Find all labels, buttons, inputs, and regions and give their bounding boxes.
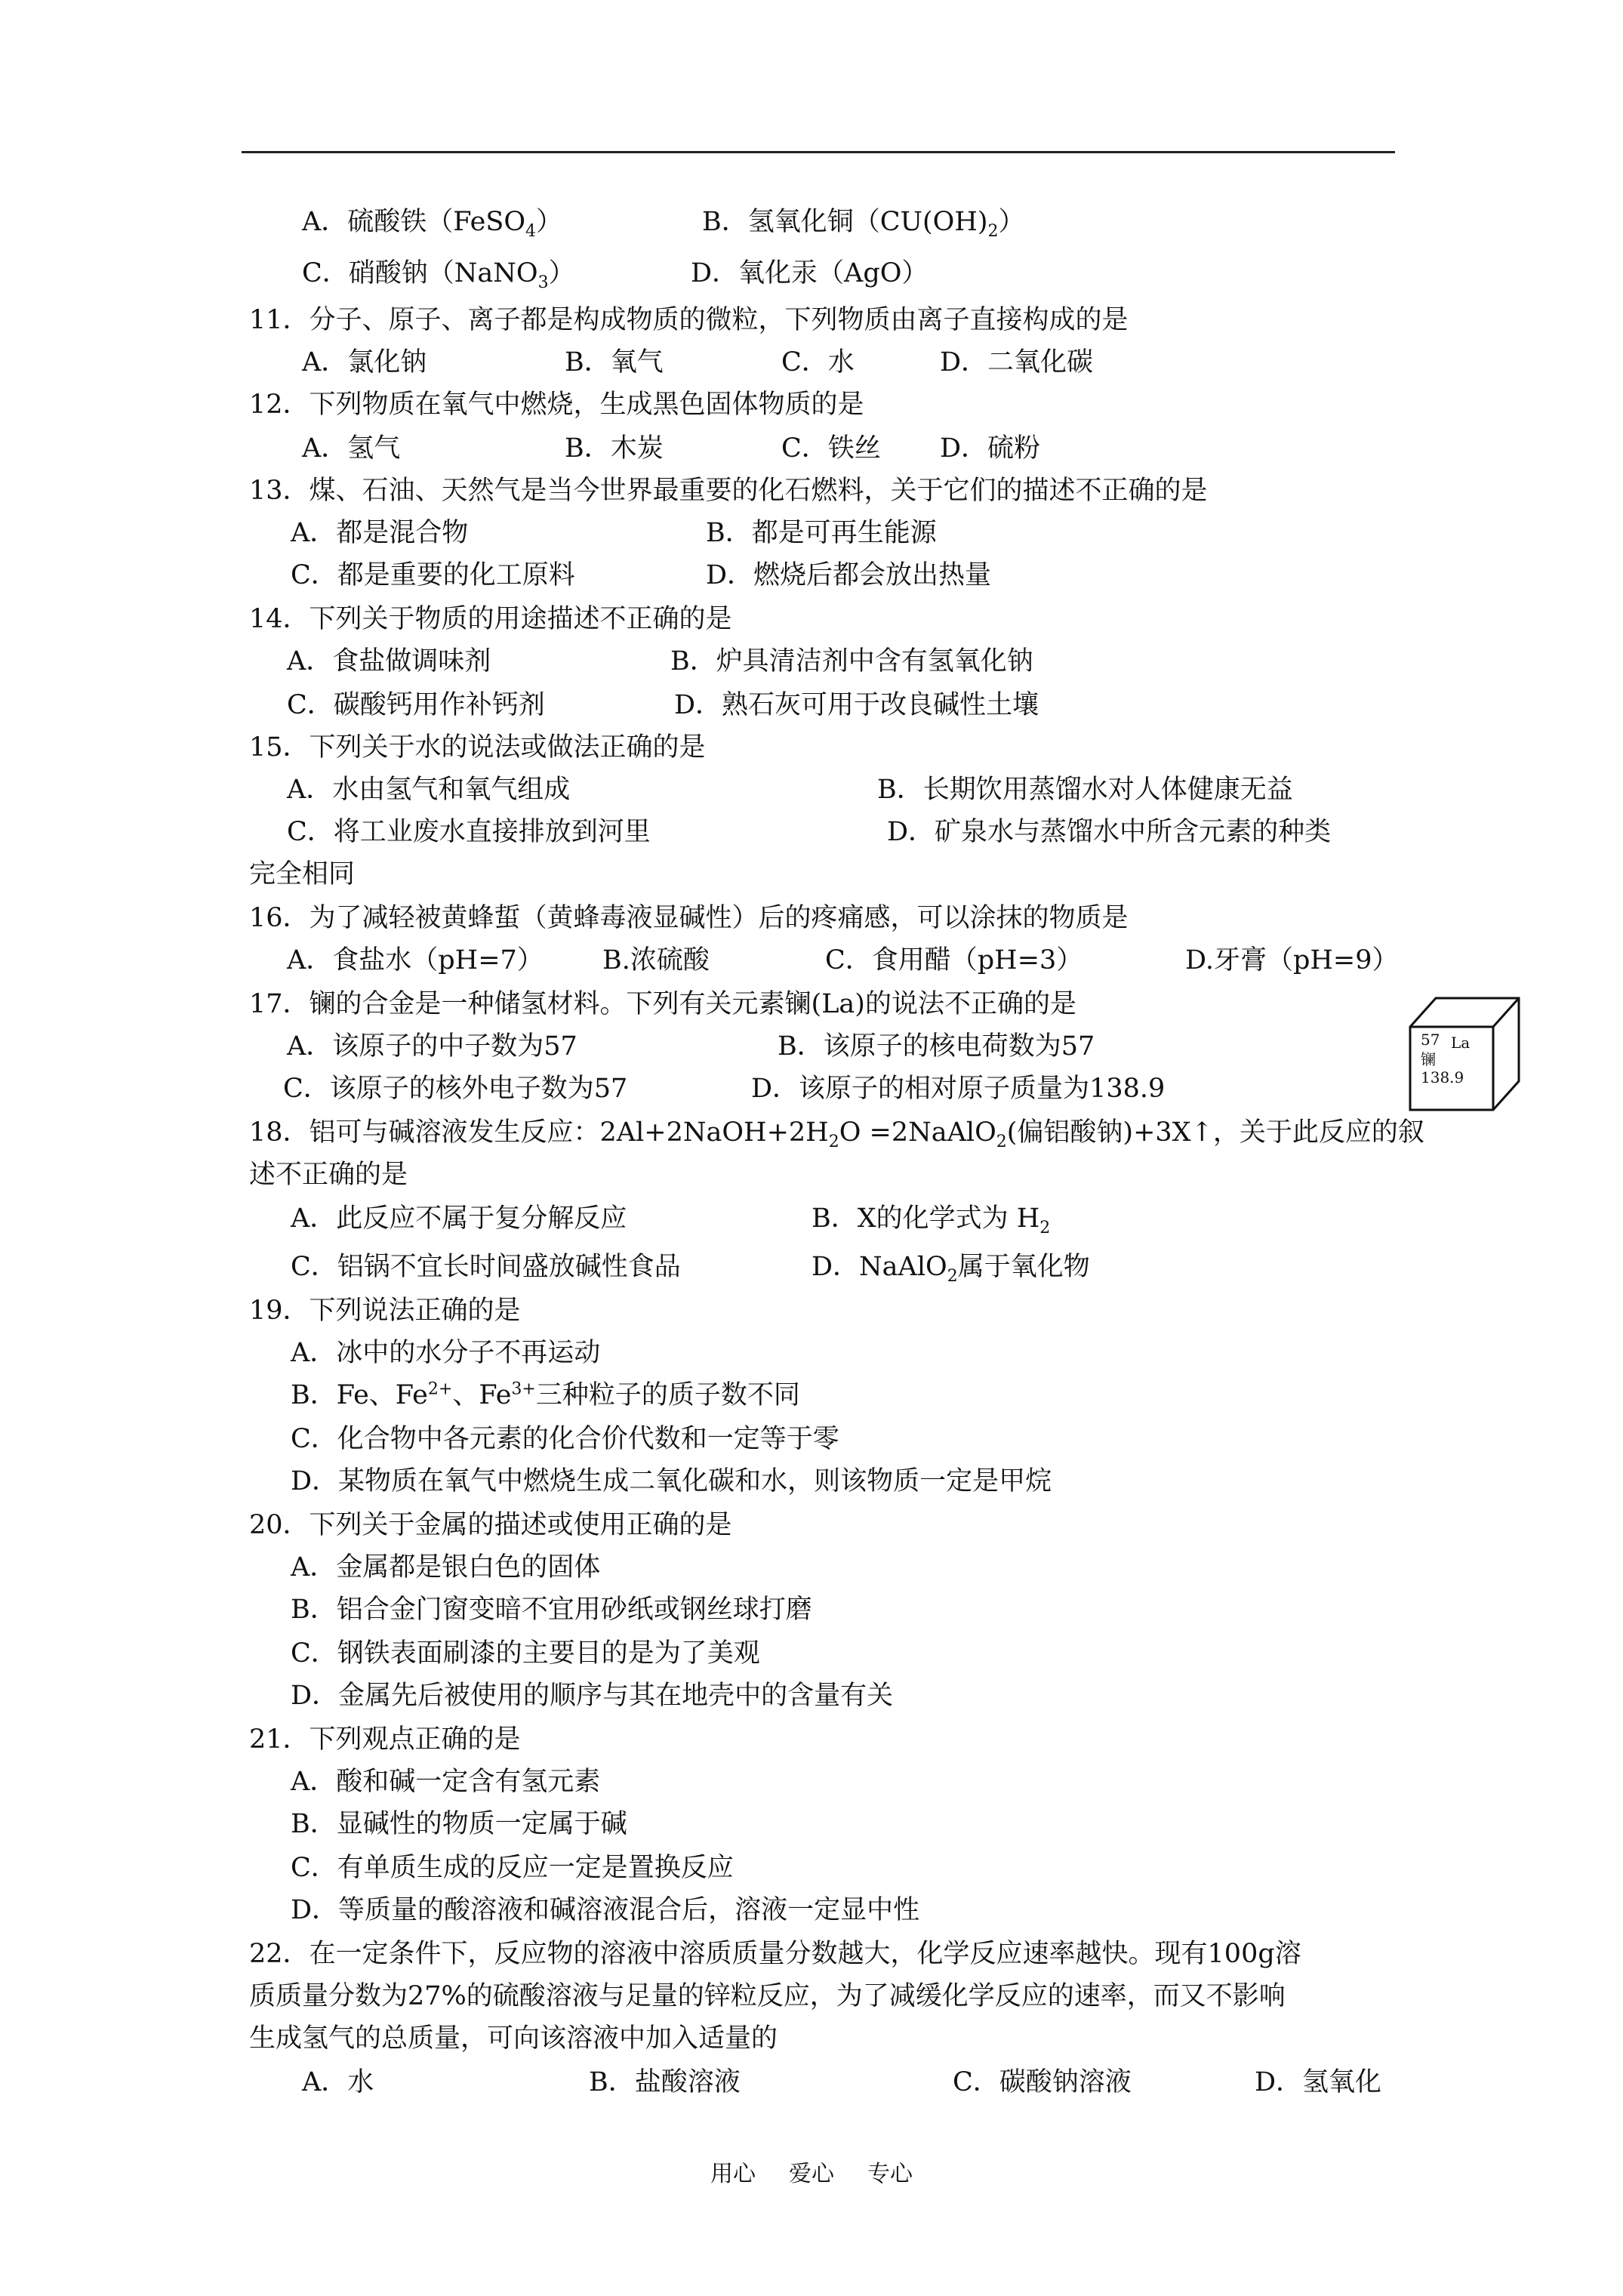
q22-option-d: D．氢氧化 <box>1255 2067 1382 2097</box>
q18-option-a: A．此反应不属于复分解反应 <box>291 1203 627 1234</box>
q11-option-d: D．二氧化碳 <box>940 347 1094 378</box>
q10-option-a: A．硫酸铁（FeSO$_4$） <box>302 207 563 241</box>
q15-stem: 15．下列关于水的说法或做法正确的是 <box>249 732 706 763</box>
q12-option-a: A．氢气 <box>302 433 401 464</box>
footer-word-1: 用心 <box>710 2161 756 2187</box>
q20-stem: 20．下列关于金属的描述或使用正确的是 <box>249 1510 732 1540</box>
q11-option-b: B．氧气 <box>565 347 664 378</box>
q18-option-b: B．X的化学式为 $H_2$ <box>812 1203 1051 1237</box>
footer-word-3: 专心 <box>867 2161 913 2187</box>
q12-option-c: C．铁丝 <box>781 433 881 464</box>
q19-option-a: A．冰中的水分子不再运动 <box>291 1338 601 1368</box>
q17-option-a: A．该原子的中子数为57 <box>287 1031 577 1062</box>
q22-option-c: C．碳酸钠溶液 <box>953 2067 1132 2097</box>
q17-stem: 17．镧的合金是一种储氢材料。下列有关元素镧(La)的说法不正确的是 <box>249 989 1076 1019</box>
q18-option-d: D．NaAlO$_2$属于氧化物 <box>812 1252 1090 1286</box>
q16-option-c: C．食用醋（pH=3） <box>825 945 1083 975</box>
lanthanum-element-card <box>1406 994 1522 1114</box>
q22-stem-line2: 质质量分数为27%的硫酸溶液与足量的锌粒反应，为了减缓化学反应的速率，而又不影响 <box>249 1981 1286 2011</box>
q17-option-d: D．该原子的相对原子质量为138.9 <box>751 1074 1166 1104</box>
q17-option-c: C．该原子的核外电子数为57 <box>283 1074 628 1104</box>
q15-option-d-continued: 完全相同 <box>249 859 356 889</box>
q19-stem: 19．下列说法正确的是 <box>249 1296 521 1326</box>
q16-stem: 16．为了减轻被黄蜂蜇（黄蜂毒液显碱性）后的疼痛感，可以涂抹的物质是 <box>249 903 1129 933</box>
q12-option-b: B．木炭 <box>565 433 664 464</box>
q21-option-a: A．酸和碱一定含有氢元素 <box>291 1767 601 1797</box>
q22-stem-line3: 生成氢气的总质量，可向该溶液中加入适量的 <box>249 2023 778 2054</box>
q21-stem: 21．下列观点正确的是 <box>249 1724 521 1755</box>
q20-option-d: D．金属先后被使用的顺序与其在地壳中的含量有关 <box>291 1681 894 1711</box>
q19-option-b: B．Fe、$Fe^{2+}$、$Fe^{3+}$三种粒子的质子数不同 <box>291 1379 800 1410</box>
q14-stem: 14．下列关于物质的用途描述不正确的是 <box>249 604 732 634</box>
footer-word-2: 爱心 <box>789 2161 834 2187</box>
q13-option-d: D．燃烧后都会放出热量 <box>706 560 992 590</box>
q15-option-d: D．矿泉水与蒸馏水中所含元素的种类 <box>887 817 1332 847</box>
q10-option-d: D．氧化汞（AgO） <box>691 258 929 288</box>
element-atomic-number: 57 <box>1421 1031 1440 1049</box>
q12-stem: 12．下列物质在氧气中燃烧，生成黑色固体物质的是 <box>249 390 864 420</box>
q16-option-a: A．食盐水（pH=7） <box>287 945 544 975</box>
q15-option-a: A．水由氢气和氧气组成 <box>287 775 571 805</box>
q18-stem-line1: 18．铝可与碱溶液发生反应：$2Al+2NaOH+2H_2O$ =2NaAlO$_2$(偏铝酸钠)+3X↑，关于此反应的叙 <box>249 1117 1424 1151</box>
q13-option-c: C．都是重要的化工原料 <box>291 560 575 590</box>
q19-option-c: C．化合物中各元素的化合价代数和一定等于零 <box>291 1424 839 1454</box>
q13-stem: 13．煤、石油、天然气是当今世界最重要的化石燃料，关于它们的描述不正确的是 <box>249 476 1208 506</box>
q15-option-c: C．将工业废水直接排放到河里 <box>287 817 651 847</box>
q18-option-c: C．铝锅不宜长时间盛放碱性食品 <box>291 1252 681 1282</box>
q22-option-a: A．水 <box>302 2067 374 2097</box>
q14-option-d: D．熟石灰可用于改良碱性土壤 <box>674 690 1039 720</box>
q20-option-c: C．钢铁表面刷漆的主要目的是为了美观 <box>291 1638 760 1669</box>
q16-option-b: B.浓硫酸 <box>602 945 710 975</box>
q15-option-b: B．长期饮用蒸馏水对人体健康无益 <box>877 775 1293 805</box>
q11-option-a: A．氯化钠 <box>302 347 427 378</box>
q10-option-b: B．氢氧化铜$(CU(OH)_2)$ <box>702 207 1025 241</box>
q17-option-b: B．该原子的核电荷数为57 <box>778 1031 1095 1062</box>
q11-stem: 11．分子、原子、离子都是构成物质的微粒，下列物质由离子直接构成的是 <box>249 305 1129 335</box>
element-name: 镧 <box>1421 1050 1436 1068</box>
q21-option-d: D．等质量的酸溶液和碱溶液混合后，溶液一定显中性 <box>291 1895 920 1925</box>
page-footer <box>0 2155 1623 2188</box>
q21-option-c: C．有单质生成的反应一定是置换反应 <box>291 1853 734 1883</box>
q12-option-d: D．硫粉 <box>940 433 1041 464</box>
q20-option-a: A．金属都是银白色的固体 <box>291 1552 601 1583</box>
q14-option-a: A．食盐做调味剂 <box>287 646 491 676</box>
q10-option-c: C．硝酸钠（NaNO$_3$） <box>302 258 575 292</box>
element-symbol: La <box>1451 1034 1471 1052</box>
q11-option-c: C．水 <box>781 347 855 378</box>
q16-option-d: D.牙膏（pH=9） <box>1185 945 1399 975</box>
q19-option-d: D．某物质在氧气中燃烧生成二氧化碳和水，则该物质一定是甲烷 <box>291 1466 1052 1496</box>
q18-stem-line2: 述不正确的是 <box>249 1160 408 1190</box>
q13-option-b: B．都是可再生能源 <box>706 518 937 548</box>
q22-stem-line1: 22．在一定条件下，反应物的溶液中溶质质量分数越大，化学反应速率越快。现有100g溶 <box>249 1939 1301 1969</box>
q20-option-b: B．铝合金门窗变暗不宜用砂纸或钢丝球打磨 <box>291 1595 812 1625</box>
q22-option-b: B．盐酸溶液 <box>589 2067 741 2097</box>
q13-option-a: A．都是混合物 <box>291 518 469 548</box>
q21-option-b: B．显碱性的物质一定属于碱 <box>291 1809 627 1839</box>
q14-option-b: B．炉具清洁剂中含有氢氧化钠 <box>670 646 1033 676</box>
q14-option-c: C．碳酸钙用作补钙剂 <box>287 690 545 720</box>
element-atomic-mass: 138.9 <box>1421 1068 1464 1086</box>
header-rule <box>242 151 1395 153</box>
